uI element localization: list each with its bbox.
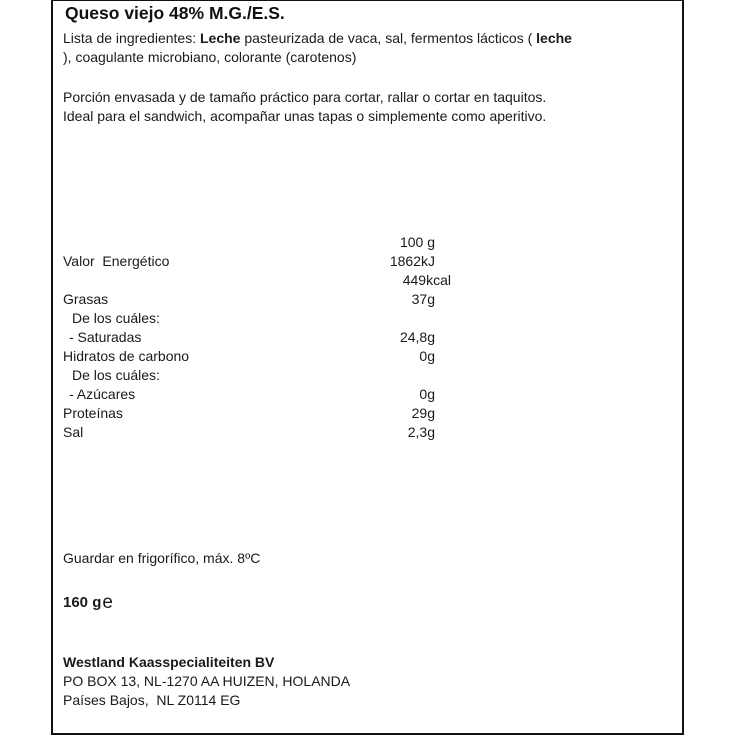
manufacturer-country-code: Países Bajos, NL Z0114 EG: [63, 692, 241, 708]
nutrient-value: 0g: [419, 348, 435, 364]
ingredients-list: [63, 29, 572, 67]
nutrient-label: De los cuáles:: [72, 310, 160, 326]
allergen-leche: Leche: [199, 30, 241, 46]
nutrient-value: 37g: [411, 291, 435, 307]
product-title: Queso viejo 48% M.G./E.S.: [65, 3, 285, 23]
nutrition-row: [63, 404, 443, 423]
manufacturer-address: PO BOX 13, NL-1270 AA HUIZEN, HOLANDA: [63, 673, 351, 689]
nutrition-row: [63, 328, 443, 347]
nutrition-row: [63, 423, 443, 442]
nutrition-row: [63, 252, 443, 271]
description-line: Porción envasada y de tamaño práctico para cortar, rallar o cortar en taquitos.: [63, 89, 547, 105]
ingredients-line-2: ), coagulante microbiano, colorante (carotenos): [63, 49, 357, 65]
manufacturer-info: [63, 653, 350, 710]
net-weight: [63, 594, 113, 611]
description-line: Ideal para el sandwich, acompañar unas tapas o simplemente como aperitivo.: [63, 108, 547, 124]
nutrient-value: 2,3g: [407, 424, 435, 440]
net-weight-value: 160 g: [63, 594, 102, 611]
estimated-sign-icon: e: [102, 592, 113, 613]
product-description: [63, 88, 546, 126]
nutrient-label: Proteínas: [63, 405, 123, 421]
nutrient-label: - Azúcares: [69, 386, 136, 402]
nutrient-value: 1862kJ: [389, 253, 435, 269]
nutrition-row: [63, 366, 443, 385]
nutrient-label: Sal: [63, 424, 84, 440]
nutrient-label: Valor Energético: [63, 253, 170, 269]
nutrition-header-value: 100 g: [399, 234, 435, 250]
nutrient-value: 24,8g: [399, 329, 435, 345]
storage-instructions: Guardar en frigorífico, máx. 8ºC: [63, 550, 261, 566]
nutrition-row: [63, 309, 443, 328]
nutrition-table: [63, 233, 451, 442]
nutrition-header: [63, 233, 443, 252]
nutrient-value: 449kcal: [402, 272, 451, 288]
ingredients-middle: pasteurizada de vaca, sal, fermentos lácticos (: [240, 30, 537, 46]
nutrition-row: [63, 290, 443, 309]
nutrition-row: [63, 385, 443, 404]
nutrition-row: [63, 271, 451, 290]
allergen-leche-2: leche: [536, 30, 572, 46]
nutrient-label: Hidratos de carbono: [63, 348, 190, 364]
label-frame: [51, 0, 684, 735]
ingredients-line-1: [63, 29, 572, 48]
nutrient-label: Grasas: [63, 291, 109, 307]
nutrient-value: 29g: [411, 405, 435, 421]
nutrient-label: De los cuáles:: [72, 367, 160, 383]
ingredients-prefix: Lista de ingredientes:: [63, 30, 200, 46]
nutrition-row: [63, 347, 443, 366]
nutrient-label: - Saturadas: [69, 329, 142, 345]
manufacturer-name: Westland Kaasspecialiteiten BV: [63, 654, 275, 670]
nutrient-value: 0g: [419, 386, 435, 402]
